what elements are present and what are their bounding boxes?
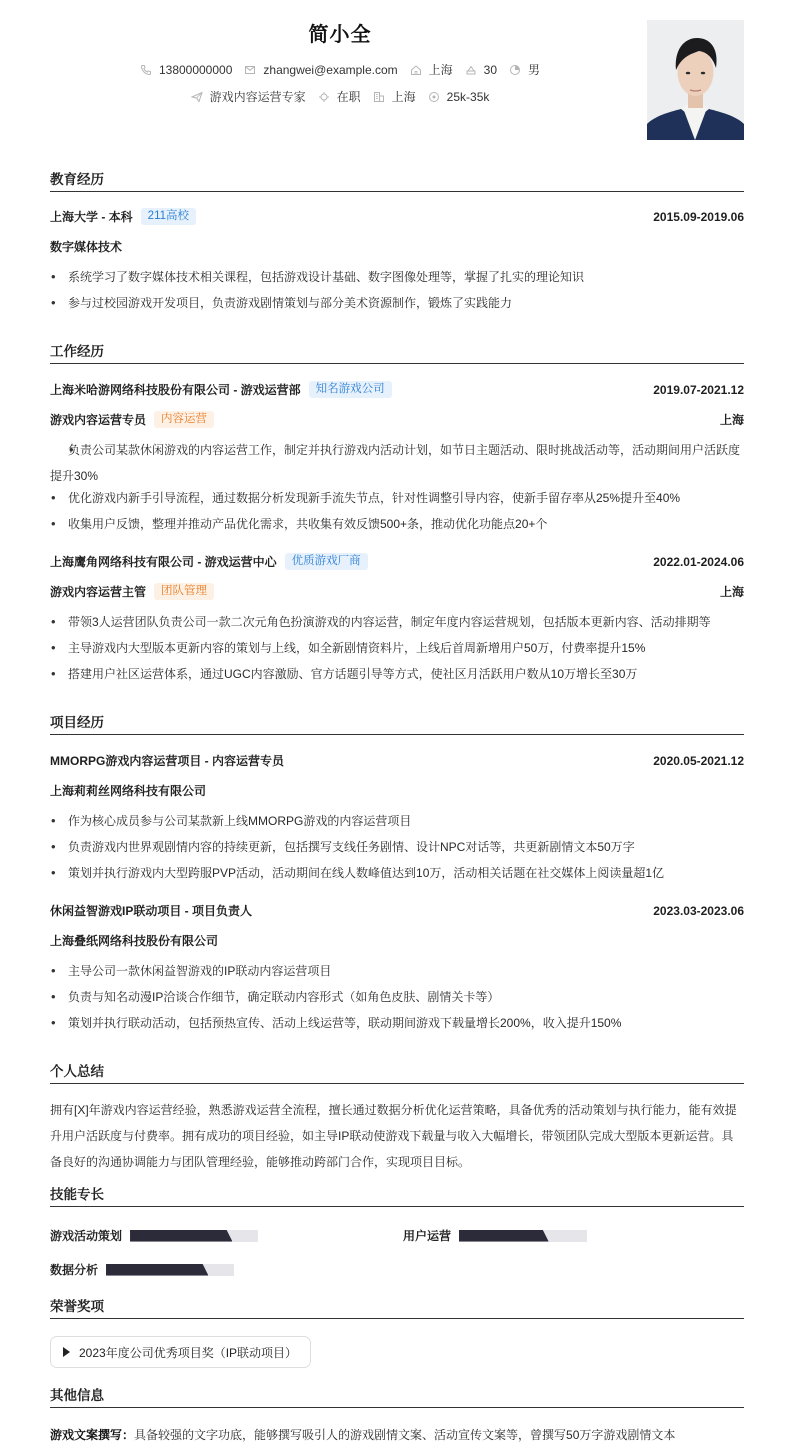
company-tag: 知名游戏公司 [309,381,392,398]
projects-title: 项目经历 [50,713,744,735]
job-intent-text: 游戏内容运营专家 [209,90,306,104]
work-section [50,342,744,364]
home-item [410,61,453,78]
education-entry-header [50,208,744,225]
major-row [50,238,744,255]
role-tag: 内容运营 [154,411,214,428]
work-bullet: • 收集用户反馈，整理并推动产品优化需求，共收集有效反馈500+条，推动优化功能点20+个 [50,511,744,537]
contact-row-1 [50,61,630,78]
profile-photo [647,20,744,140]
work-city-text: 上海 [391,90,416,104]
skill-item [50,1261,234,1278]
email-text: zhangwei@example.com [263,62,398,77]
status-item [318,88,361,105]
skill-name: 用户运营 [403,1229,452,1243]
email-item [244,63,397,77]
project-date: 2023.03-2023.06 [653,903,744,918]
school-name: 上海大学 - 本科 [50,210,133,224]
skill-item [403,1227,587,1244]
work-title: 工作经历 [50,342,744,364]
summary-title: 个人总结 [50,1062,744,1084]
other-title: 其他信息 [50,1386,744,1408]
company-name: 上海鹰角网络科技有限公司 - 游戏运营中心 [50,555,277,569]
major-name: 数字媒体技术 [50,240,123,254]
gender-text: 男 [528,63,541,77]
salary-icon [428,91,440,103]
summary-text: 拥有[X]年游戏内容运营经验，熟悉游戏运营全流程，擅长通过数据分析优化运营策略，具备优秀的活动策划与执行能力，能有效提升用户活跃度与付费率。拥有成功的项目经验，如主导IP联动使游戏下载量与收入大幅增长，带领团队完成大型版本更新运营。具备良好的沟通协调能力与团队管理经验，能够推动跨部门合作，实现项目目标。 [50,1103,737,1169]
work-entry-header [50,553,744,570]
projects-section [50,713,744,735]
project-bullet: • 策划并执行游戏内大型跨服PVP活动，活动期间在线人数峰值达到10万，活动相关话题在社交媒体上阅读量超1亿 [50,860,744,886]
send-icon [191,91,203,103]
skills-title: 技能专长 [50,1185,744,1207]
status-icon [318,91,330,103]
award-text: 2023年度公司优秀项目奖（IP联动项目） [79,1345,298,1360]
work-location: 上海 [719,413,744,427]
school-tag: 211高校 [141,208,196,225]
skill-name: 游戏活动策划 [50,1229,123,1243]
project-company: 上海莉莉丝网络科技有限公司 [50,784,207,798]
work-location: 上海 [719,585,744,599]
project-entry-header [50,902,744,919]
contact-row-2 [50,88,630,105]
project-bullet: • 负责与知名动漫IP洽谈合作细节，确定联动内容形式（如角色皮肤、剧情关卡等） [50,984,744,1010]
skill-bar [130,1230,258,1242]
role-tag: 团队管理 [154,583,214,600]
project-bullet: • 主导公司一款休闲益智游戏的IP联动内容运营项目 [50,958,744,984]
age-icon [465,64,477,76]
work-role-row [50,411,744,428]
project-date: 2020.05-2021.12 [653,753,744,768]
home-icon [410,64,422,76]
other-item-label: 游戏文案撰写： [50,1428,135,1442]
award-item[interactable] [50,1336,311,1368]
mail-icon [244,64,256,76]
work-bullet: • 搭建用户社区运营体系，通过UGC内容激励、官方话题引导等方式，使社区月活跃用户数从10万增长至30万 [50,661,744,687]
work-date: 2019.07-2021.12 [653,382,744,397]
education-title: 教育经历 [50,170,744,192]
job-title-item [191,88,306,105]
skill-bar-fill [459,1230,549,1242]
skill-name: 数据分析 [50,1263,99,1277]
role-name: 游戏内容运营主管 [50,585,147,599]
skill-bar-fill [106,1264,208,1276]
project-name: 休闲益智游戏IP联动项目 - 项目负责人 [50,904,253,918]
skill-item [50,1227,258,1244]
work-city-item [373,88,416,105]
candidate-name: 简小全 [308,24,372,46]
resume-page [50,0,744,1442]
project-company-row [50,932,744,949]
job-status-text: 在职 [336,90,361,104]
education-bullet: • 系统学习了数字媒体技术相关课程，包括游戏设计基础、数字图像处理等，掌握了扎实的理论知识 [50,264,744,290]
work-bullet: • 优化游戏内新手引导流程，通过数据分析发现新手流失节点，针对性调整引导内容，使新手留存率从25%提升至40% [50,485,744,511]
education-date: 2015.09-2019.06 [653,209,744,224]
age-item [465,63,497,77]
skills-section [50,1185,744,1207]
skill-bar [106,1264,234,1276]
company-tag: 优质游戏厂商 [285,553,368,570]
skill-bar-fill [130,1230,232,1242]
resume-header [50,0,744,150]
caret-right-icon [63,1347,70,1357]
work-role-row [50,583,744,600]
work-bullet: • 负责公司某款休闲游戏的内容运营工作，制定并执行游戏内活动计划，如节日主题活动、限时挑战活动等，活动期间用户活跃度提升30% [50,437,744,489]
other-item [50,1426,744,1444]
education-section [50,170,744,192]
phone-icon [140,64,152,76]
project-company-row [50,782,744,799]
other-item-text: 具备较强的文字功底，能够撰写吸引人的游戏剧情文案、活动宣传文案等，曾撰写50万字游戏剧情文本 [134,1428,676,1442]
other-section [50,1386,744,1408]
awards-section [50,1297,744,1319]
company-name: 上海米哈游网络科技股份有限公司 - 游戏运营部 [50,383,301,397]
work-bullet: • 主导游戏内大型版本更新内容的策划与上线，如全新剧情资料片，上线后首周新增用户50万，付费率提升15% [50,635,744,661]
work-bullet: • 带领3人运营团队负责公司一款二次元角色扮演游戏的内容运营，制定年度内容运营规划，包括版本更新内容、活动排期等 [50,609,744,635]
education-bullet: • 参与过校园游戏开发项目，负责游戏剧情策划与部分美术资源制作，锻炼了实践能力 [50,290,744,316]
work-entry-header [50,381,744,398]
gender-icon [509,64,521,76]
age-text: 30 [483,62,498,77]
salary-item [428,90,490,104]
phone-item [140,63,232,77]
awards-title: 荣誉奖项 [50,1297,744,1319]
home-city-text: 上海 [428,63,453,77]
project-bullet: • 作为核心成员参与公司某款新上线MMORPG游戏的内容运营项目 [50,808,744,834]
summary-section [50,1062,744,1084]
project-name: MMORPG游戏内容运营项目 - 内容运营专员 [50,754,284,768]
building-icon [373,91,385,103]
salary-text: 25k-35k [446,89,490,104]
project-bullet: • 策划并执行联动活动，包括预热宣传、活动上线运营等，联动期间游戏下载量增长200%，收入提升150% [50,1010,744,1036]
work-date: 2022.01-2024.06 [653,554,744,569]
project-bullet: • 负责游戏内世界观剧情内容的持续更新，包括撰写支线任务剧情、设计NPC对话等，共更新剧情文本50万字 [50,834,744,860]
role-name: 游戏内容运营专员 [50,413,147,427]
phone-text: 13800000000 [158,62,233,77]
project-entry-header [50,752,744,769]
gender-item [509,61,540,78]
skill-bar [459,1230,587,1242]
portrait-image [647,20,744,140]
project-company: 上海叠纸网络科技股份有限公司 [50,934,219,948]
